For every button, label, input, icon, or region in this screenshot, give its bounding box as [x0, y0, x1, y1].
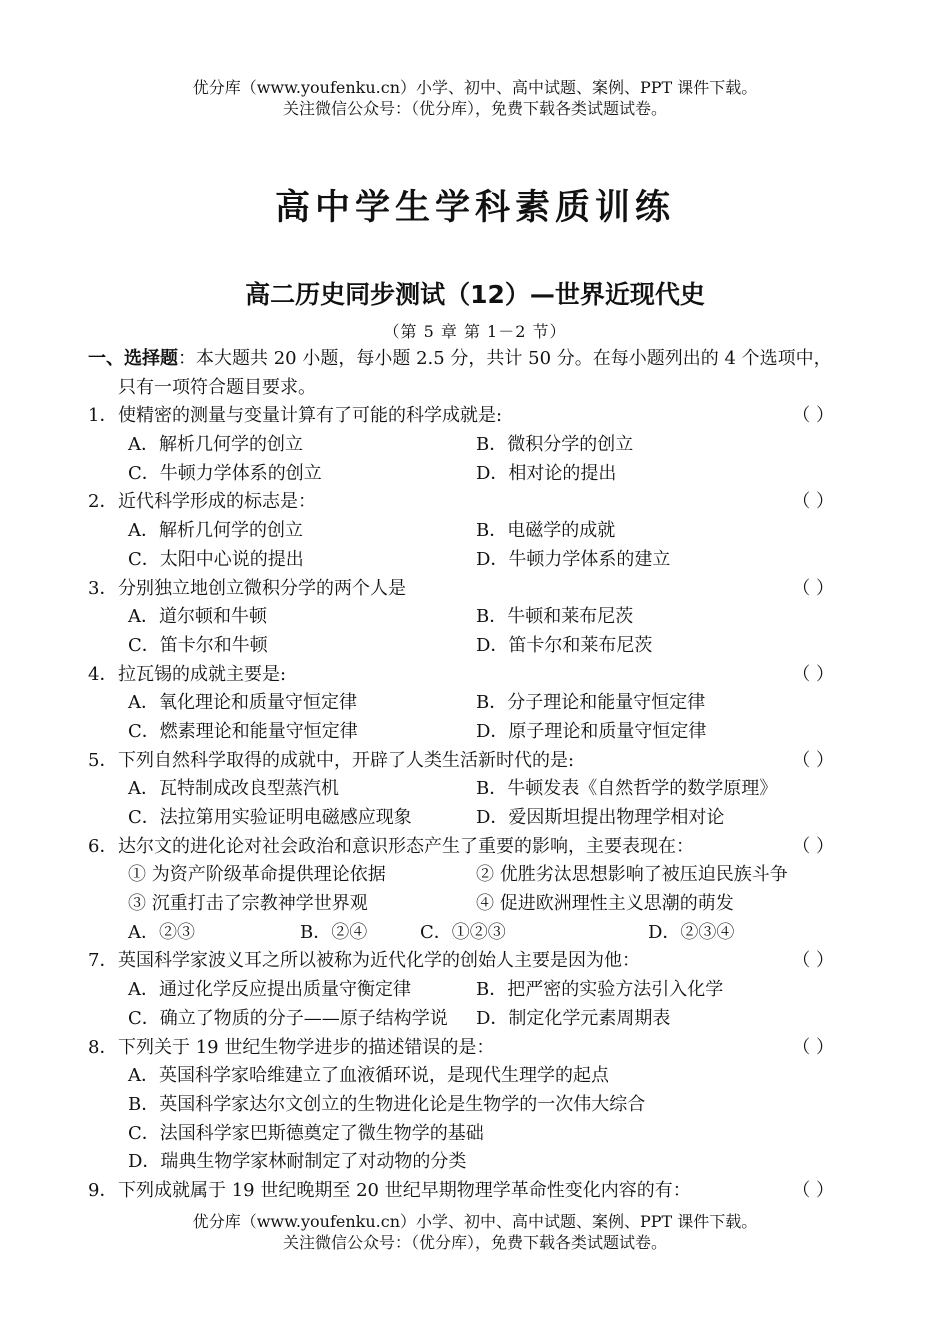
section-intro — [88, 345, 868, 374]
question-stem — [88, 661, 868, 690]
option-row — [88, 517, 868, 546]
question-text: 下列成就属于 19 世纪晚期至 20 世纪早期物理学革命性变化内容的有： — [118, 1179, 691, 1201]
page-title: 高中学生学科素质训练 — [274, 188, 675, 228]
option-c: C．笛卡尔和牛顿 — [128, 634, 268, 656]
option-d: D．制定化学元素周期表 — [476, 1007, 671, 1029]
answer-blank: （ ） — [792, 491, 834, 513]
question-stem — [88, 575, 868, 604]
option-a: A．氧化理论和质量守恒定律 — [128, 692, 357, 714]
option-d: D．瑞典生物学家林耐制定了对动物的分类 — [128, 1151, 467, 1173]
option-d: D．牛顿力学体系的建立 — [476, 548, 671, 570]
statement-3: ③ 沉重打击了宗教神学世界观 — [128, 893, 368, 915]
option-b: B．电磁学的成就 — [476, 520, 616, 542]
header-banner-line2: 关注微信公众号：（优分库），免费下载各类试题试卷。 — [282, 99, 667, 118]
footer-banner-line1: 优分库（www.youfenku.cn）小学、初中、高中试题、案例、PPT 课件下载。 — [192, 1212, 758, 1231]
answer-blank: （ ） — [792, 749, 834, 771]
option-d: D．相对论的提出 — [476, 462, 617, 484]
option-row — [88, 718, 868, 747]
question-number: 1． — [88, 405, 118, 427]
header-banner-line1: 优分库（www.youfenku.cn）小学、初中、高中试题、案例、PPT 课件下载。 — [192, 78, 758, 97]
statement-row — [88, 890, 868, 919]
option-row — [88, 976, 868, 1005]
test-subtitle: 高二历史同步测试（12）—世界近现代史 — [245, 280, 705, 309]
footer-banner — [0, 1211, 950, 1253]
option-row — [88, 460, 868, 489]
option-b: B．把严密的实验方法引入化学 — [476, 979, 724, 1001]
option-d: D．原子理论和质量守恒定律 — [476, 720, 707, 742]
question-text: 近代科学形成的标志是： — [118, 491, 316, 513]
answer-blank: （ ） — [792, 835, 834, 857]
option-b: B．英国科学家达尔文创立的生物进化论是生物学的一次伟大综合 — [128, 1093, 646, 1115]
section-instructions: ：本大题共 20 小题，每小题 2.5 分，共计 50 分。在每小题列出的 4 个选项中， — [178, 348, 832, 369]
option-b: B．牛顿和莱布尼茨 — [476, 606, 634, 628]
option-row — [88, 546, 868, 575]
statement-1: ① 为资产阶级革命提供理论依据 — [128, 864, 386, 886]
option-row — [88, 632, 868, 661]
option-c: C．太阳中心说的提出 — [128, 548, 304, 570]
answer-blank: （ ） — [792, 950, 834, 972]
option-row — [88, 775, 868, 804]
option-d: D．爱因斯坦提出物理学相对论 — [476, 807, 725, 828]
question-number: 2． — [88, 491, 118, 513]
option-b: B．分子理论和能量守恒定律 — [476, 692, 706, 714]
question-text: 拉瓦锡的成就主要是: — [118, 663, 287, 685]
footer-banner-line2: 关注微信公众号：（优分库），免费下载各类试题试卷。 — [282, 1233, 667, 1252]
option-row — [88, 431, 868, 460]
option-c: C．①②③ — [420, 921, 506, 943]
question-text: 英国科学家波义耳之所以被称为近代化学的创始人主要是因为他： — [118, 950, 640, 972]
question-text: 使精密的测量与变量计算有了可能的科学成就是: — [118, 405, 503, 427]
question-text: 分别独立地创立微积分学的两个人是 — [118, 577, 406, 599]
option-row — [88, 1005, 868, 1034]
option-row — [88, 804, 868, 833]
question-text: 下列自然科学取得的成就中，开辟了人类生活新时代的是: — [118, 749, 575, 771]
option-d: D．②③④ — [648, 921, 735, 943]
option-row — [88, 603, 868, 632]
question-stem — [88, 747, 868, 776]
answer-blank: （ ） — [792, 663, 834, 685]
option-b: B．微积分学的创立 — [476, 434, 634, 456]
question-stem — [88, 833, 868, 862]
question-stem — [88, 1034, 868, 1063]
question-number: 3． — [88, 577, 118, 599]
option-c: C．确立了物质的分子——原子结构学说 — [128, 1007, 448, 1029]
question-stem — [88, 488, 868, 517]
option-row — [88, 919, 868, 948]
question-number: 7． — [88, 950, 118, 972]
question-stem — [88, 402, 868, 431]
option-b: B．②④ — [300, 921, 368, 943]
statement-4: ④ 促进欧洲理性主义思潮的萌发 — [476, 893, 734, 915]
question-text: 达尔文的进化论对社会政治和意识形态产生了重要的影响，主要表现在： — [118, 835, 694, 857]
question-stem — [88, 947, 868, 976]
answer-blank: （ ） — [792, 1036, 834, 1058]
option-d: D．笛卡尔和莱布尼茨 — [476, 634, 653, 656]
header-banner — [0, 77, 950, 119]
question-number: 5． — [88, 749, 118, 771]
option-c: C．法国科学家巴斯德奠定了微生物学的基础 — [128, 1122, 484, 1144]
answer-blank: （ ） — [792, 577, 834, 599]
question-number: 4． — [88, 663, 118, 685]
question-stem — [88, 1177, 868, 1206]
answer-blank: （ ） — [792, 405, 834, 427]
question-number: 8． — [88, 1036, 118, 1058]
statement-2: ② 优胜劣汰思想影响了被压迫民族斗争 — [476, 864, 788, 886]
question-text: 下列关于 19 世纪生物学进步的描述错误的是： — [118, 1036, 495, 1058]
option-a: A．解析几何学的创立 — [128, 520, 303, 542]
option-c: C．燃素理论和能量守恒定律 — [128, 720, 358, 742]
option-a: A．②③ — [128, 921, 195, 943]
option-b: B．牛顿发表《自然哲学的数学原理》 — [476, 778, 778, 800]
question-section — [88, 345, 868, 1206]
option-a: A．道尔顿和牛顿 — [128, 606, 267, 628]
option-c: C．法拉第用实验证明电磁感应现象 — [128, 807, 412, 828]
option-a: A．通过化学反应提出质量守衡定律 — [128, 979, 411, 1001]
section-instructions-cont: 只有一项符合题目要求。 — [118, 376, 316, 398]
option-c: C．牛顿力学体系的创立 — [128, 462, 322, 484]
option-a: A．英国科学家哈维建立了血液循环说，是现代生理学的起点 — [128, 1065, 609, 1087]
question-number: 6． — [88, 835, 118, 857]
option-a: A．解析几何学的创立 — [128, 434, 303, 456]
answer-blank: （ ） — [792, 1179, 834, 1201]
section-label: 一、选择题 — [88, 348, 178, 369]
statement-row — [88, 861, 868, 890]
question-number: 9． — [88, 1179, 118, 1201]
option-a: A．瓦特制成改良型蒸汽机 — [128, 778, 339, 800]
option-row — [88, 689, 868, 718]
chapter-range: （第 5 章 第 1－2 节） — [383, 322, 567, 341]
